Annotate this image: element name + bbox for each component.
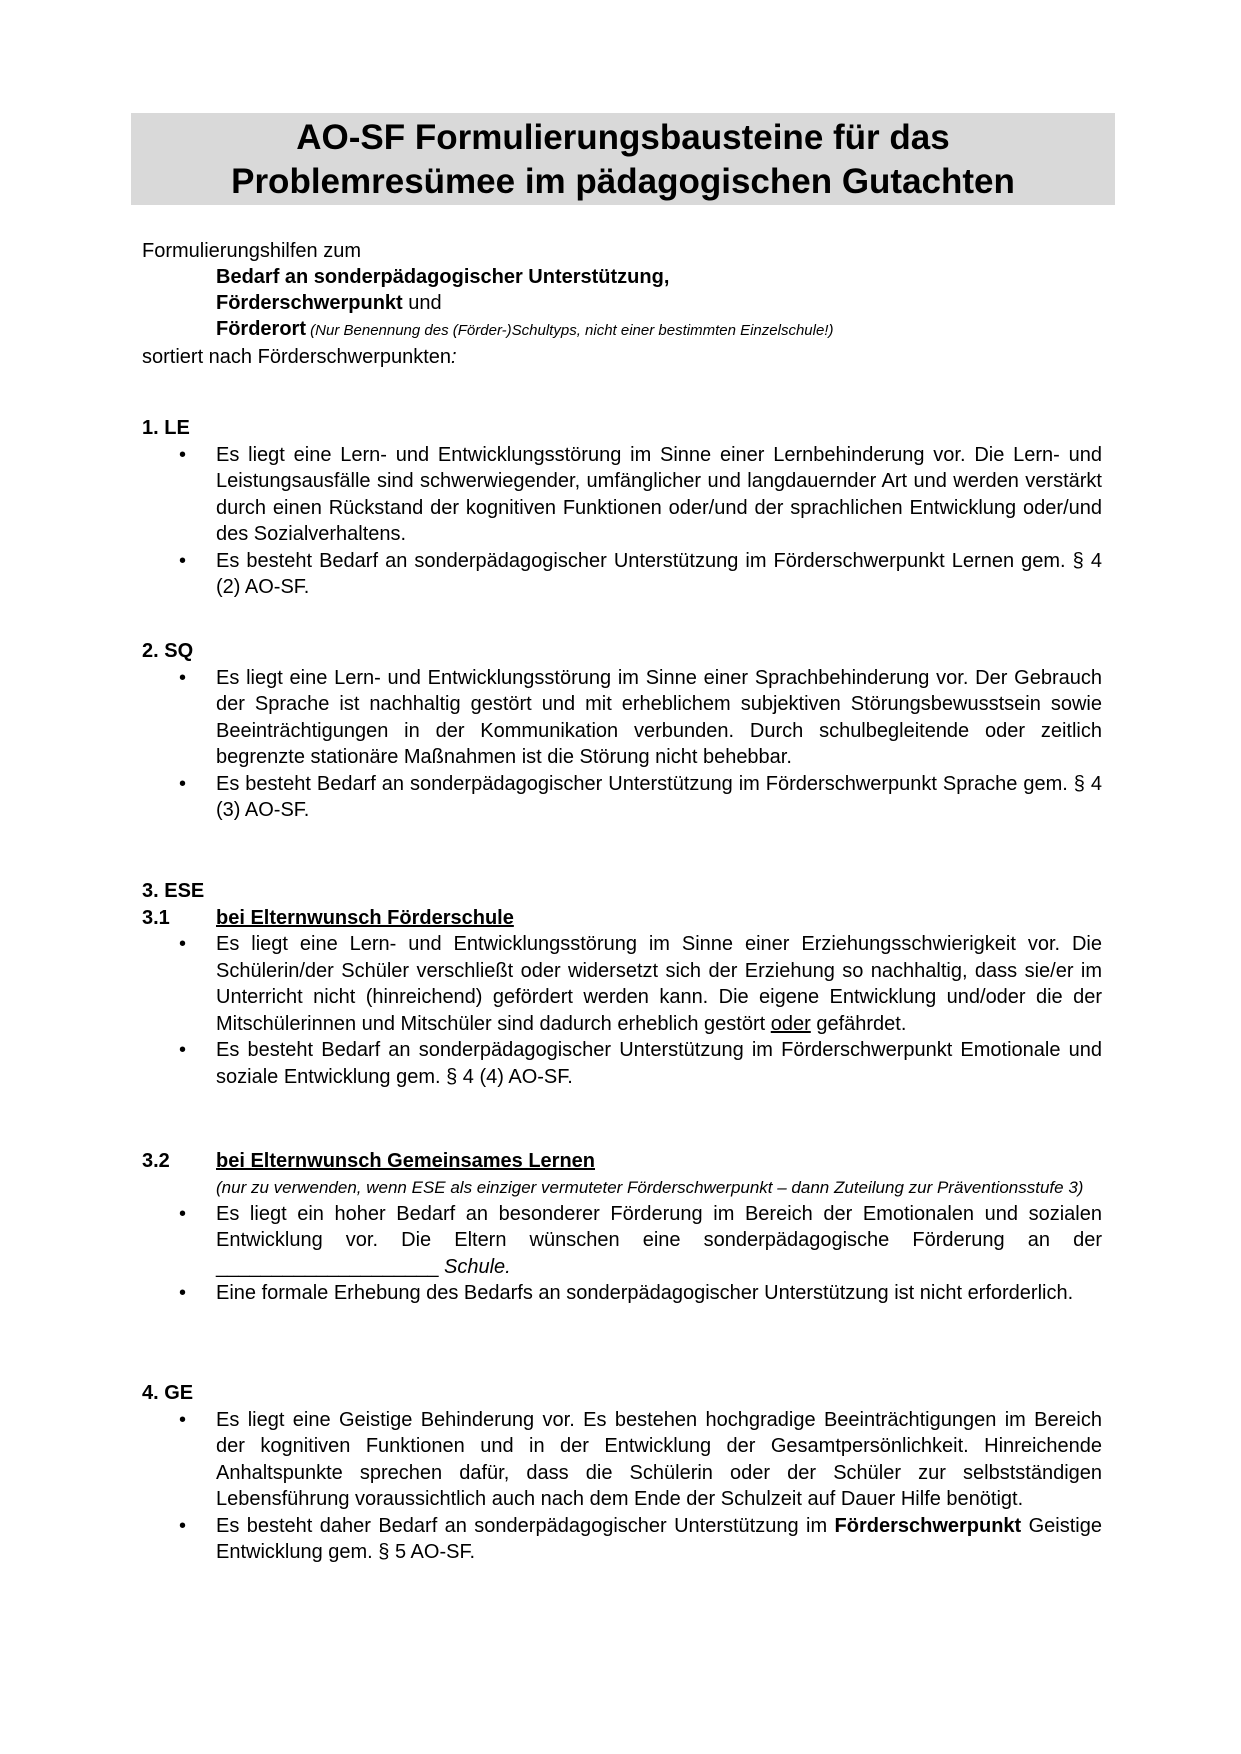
intro-item-foerderschwerpunkt [142, 290, 833, 316]
intro-item-foerderort [142, 316, 833, 344]
list-item [216, 1513, 1102, 1566]
list-item: • Es liegt eine Lern- und Entwicklungsstörung im Sinne einer Lernbehinderung vor. Die Lern- und Leistungsausfälle sind schwerwiegender, umfänglicher und langdauernder Art und werden verstärkt durch einen Rückstand der kognitiven Funktionen oder/und der sprachlichen Entwicklung oder/und des Sozialverhaltens. [216, 442, 1102, 548]
subsection-number: 3.1 [142, 906, 170, 929]
section-heading-le: 1. LE [142, 417, 190, 439]
list-item-text: Geistige Entwicklung gem. § 5 AO-SF. [216, 1514, 1102, 1563]
list-item-text: Es liegt eine Lern- und Entwicklungsstörung im Sinne einer Erziehungsschwierigkeit vor. Die Schülerin/der Schüler verschließt oder widersetzt sich der Erziehung so nachhaltig, dass sie/er im Unterricht nicht (hinreichend) gefördert werden kann. Die eigene Entwicklung und/oder die der Mitschülerinnen und Mitschüler sind dadurch erheblich gestört [216, 933, 1102, 1035]
section-ese-3-2 [142, 1148, 1102, 1307]
subsection-note: (nur zu verwenden, wenn ESE als einziger vermuteter Förderschwerpunkt – dann Zuteilung zur Präventionsstufe 3) [216, 1177, 1084, 1197]
section-heading-ge: 4. GE [142, 1382, 194, 1404]
list-item-text: Es liegt ein hoher Bedarf an besonderer Förderung im Bereich der Emotionalen und sozialen Entwicklung vor. Die Eltern wünschen eine sonderpädagogische Förderung an der [216, 1202, 1102, 1251]
bullet-list-ese-3-2 [142, 1201, 1102, 1307]
list-item-text-bold: Förderschwerpunkt [834, 1514, 1022, 1537]
bullet-list-le [142, 442, 1102, 601]
list-item: • Es besteht Bedarf an sonderpädagogischer Unterstützung im Förderschwerpunkt Lernen gem. § 4 (2) AO-SF. [216, 548, 1102, 601]
section-heading-sq: 2. SQ [142, 640, 194, 662]
document-title-box [131, 113, 1115, 205]
intro-item-foerderschwerpunkt-bold: Förderschwerpunkt [216, 292, 403, 314]
underlined-word: oder [770, 1012, 811, 1035]
bullet-list-sq [142, 665, 1102, 824]
section-le [142, 415, 1102, 601]
list-item: • Es besteht Bedarf an sonderpädagogischer Unterstützung im Förderschwerpunkt Emotionale und soziale Entwicklung gem. § 4 (4) AO-SF. [216, 1037, 1102, 1090]
bullet-list-ge [142, 1407, 1102, 1566]
document-title-line-2: Problemresümee im pädagogischen Gutachten [231, 162, 1015, 201]
list-item [216, 1201, 1102, 1281]
list-item: • Es liegt eine Geistige Behinderung vor. Es bestehen hochgradige Beeinträchtigungen im Bereich der kognitiven Funktionen und in der Entwicklung der Gesamtpersönlichkeit. Hinreichende Anhaltspunkte sprechen dafür, dass die Schülerin oder der Schüler zur selbstständigen Lebensführung voraussichtlich auch nach dem Ende der Schulzeit auf Dauer Hilfe benötigt. [216, 1407, 1102, 1513]
list-item-text-italic: Schule. [438, 1255, 511, 1278]
intro-item-foerderschwerpunkt-rest: und [402, 292, 442, 314]
subsection-label: bei Elternwunsch Gemeinsames Lernen [216, 1150, 596, 1172]
list-item: • Eine formale Erhebung des Bedarfs an sonderpädagogischer Unterstützung ist nicht erforderlich. [216, 1280, 1102, 1307]
bullet-list-ese-3-1 [142, 931, 1102, 1090]
list-item: • Es besteht Bedarf an sonderpädagogischer Unterstützung im Förderschwerpunkt Sprache gem. § 4 (3) AO-SF. [216, 771, 1102, 824]
list-item-text: Es besteht daher Bedarf an sonderpädagogischer Unterstützung im [216, 1514, 835, 1537]
subsection-label: bei Elternwunsch Förderschule [216, 906, 514, 929]
section-ese [142, 878, 1102, 1090]
subsection-heading-3-2 [142, 1148, 1102, 1175]
intro-closing [142, 344, 833, 370]
list-item: • Es liegt eine Lern- und Entwicklungsstörung im Sinne einer Sprachbehinderung vor. Der Gebrauch der Sprache ist nachhaltig gestört und mit erheblichem subjektiven Störungsbewusstsein sowie Beeinträchtigungen in der Kommunikation verbunden. Durch schulbegleitende oder zeitlich begrenzte stationäre Maßnahmen ist die Störung nicht behebbar. [216, 665, 1102, 771]
section-ge [142, 1380, 1102, 1566]
intro-item-bedarf: Bedarf an sonderpädagogischer Unterstützung, [216, 266, 670, 288]
subsection-heading-3-1 [142, 905, 1102, 932]
document-title-line-1: AO-SF Formulierungsbausteine für das [296, 118, 950, 157]
intro-lead: Formulierungshilfen zum [142, 240, 361, 262]
list-item-text: gefährdet. [810, 1012, 907, 1035]
fill-in-blank: ____________________ [216, 1255, 439, 1278]
intro-closing-colon: : [451, 346, 457, 368]
intro-block [142, 238, 833, 370]
section-sq [142, 638, 1102, 824]
intro-item-foerderort-note: (Nur Benennung des (Förder-)Schultyps, nicht einer bestimmten Einzelschule!) [306, 322, 834, 339]
intro-item-foerderort-bold: Förderort [216, 318, 306, 340]
intro-closing-text: sortiert nach Förderschwerpunkten [142, 346, 452, 368]
subsection-number: 3.2 [142, 1150, 170, 1172]
section-heading-ese: 3. ESE [142, 880, 205, 902]
list-item [216, 931, 1102, 1037]
